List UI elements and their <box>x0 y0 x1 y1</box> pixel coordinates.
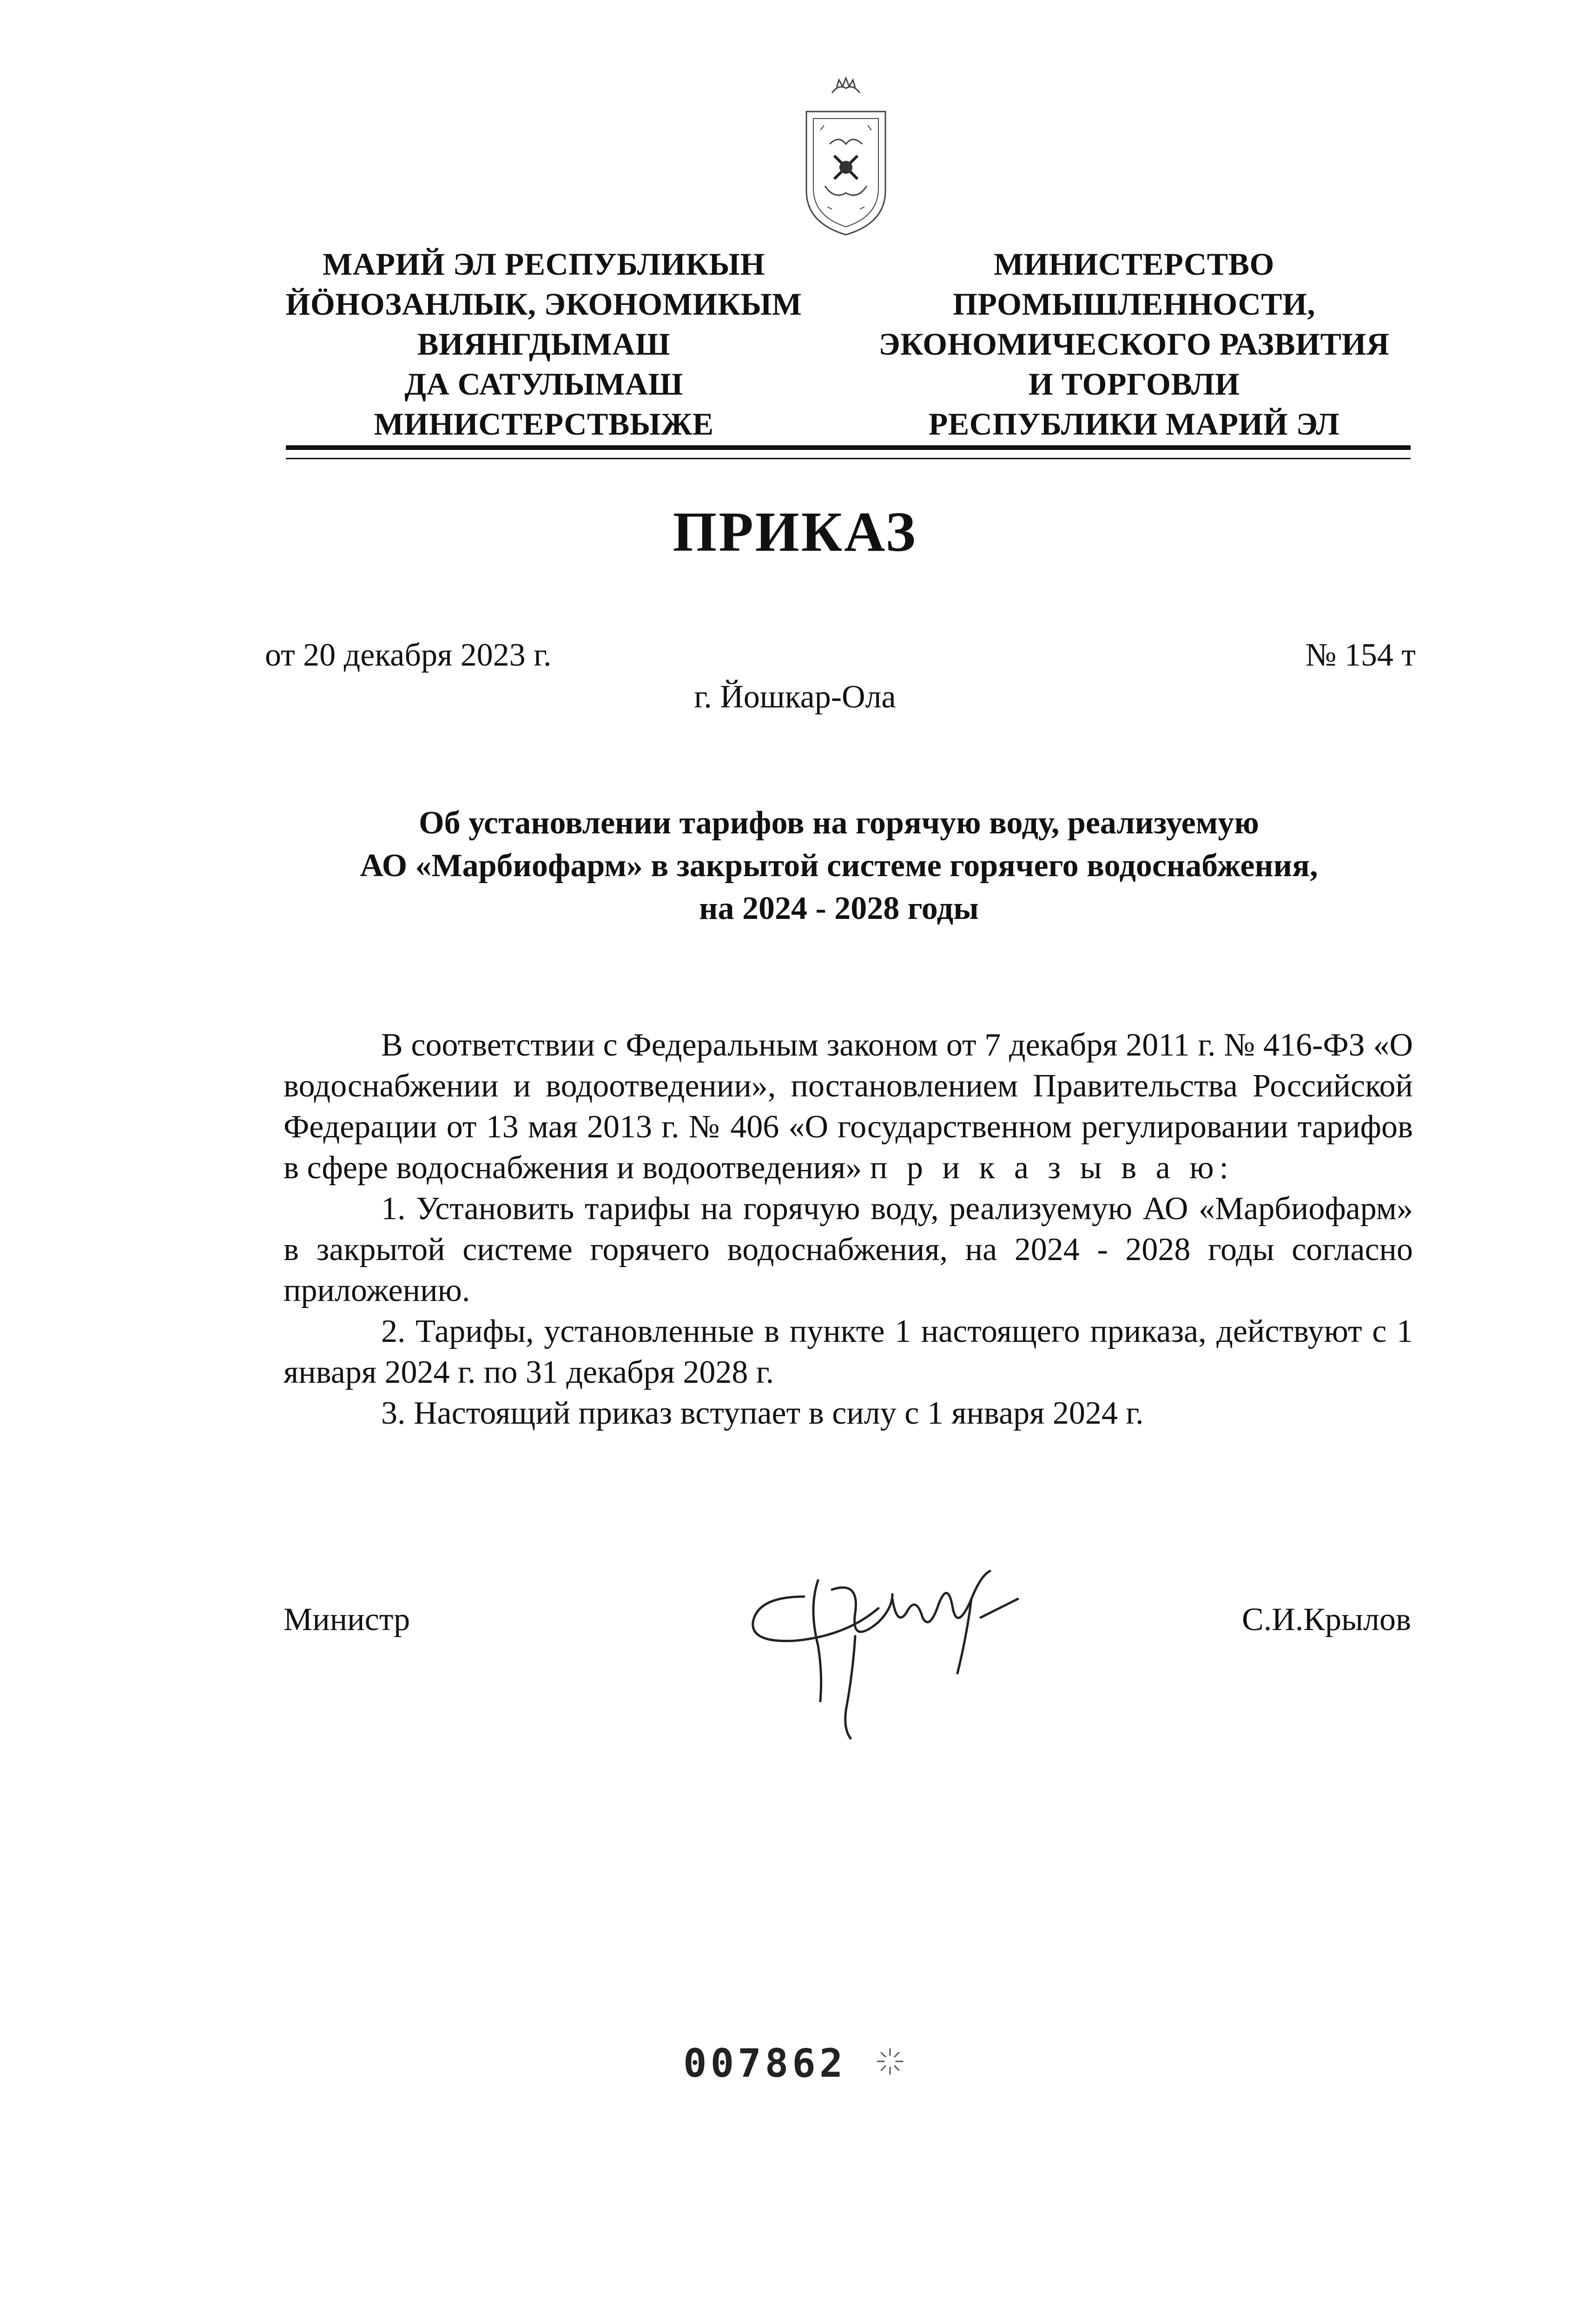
item-2-paragraph: 2. Тарифы, установленные в пункте 1 настоящего приказа, действуют с 1 января 2024 г. по 31 декабря 2028 г. <box>284 1314 1413 1390</box>
header-right-line-4: И ТОРГОВЛИ <box>1028 366 1240 402</box>
header-left-line-3: ВИЯНГДЫМАШ <box>417 326 671 362</box>
signatory-position: Министр <box>284 1602 410 1637</box>
header-right-line-1: МИНИСТЕРСТВО <box>994 246 1274 282</box>
header-divider-thick <box>286 445 1411 450</box>
order-word: п р и к а з ы в а ю: <box>870 1150 1234 1186</box>
header-left-line-4: ДА САТУЛЫМАШ <box>404 366 683 402</box>
preamble-paragraph <box>284 1025 1413 1188</box>
header-divider-thin <box>286 458 1411 459</box>
header-left-block <box>260 244 827 444</box>
signatory-name: С.И.Крылов <box>1242 1602 1411 1637</box>
header-left-line-5: МИНИСТЕРСТВЫЖЕ <box>374 406 714 442</box>
coat-of-arms-emblem-icon <box>788 74 904 242</box>
document-subject <box>260 802 1418 930</box>
document-body <box>284 1025 1413 1434</box>
subject-line-2: АО «Марбиофарм» в закрытой системе горячего водоснабжения, <box>360 848 1318 884</box>
document-title: ПРИКАЗ <box>673 501 917 563</box>
star-stamp-icon <box>874 2045 906 2078</box>
document-number: № 154 т <box>1305 637 1416 673</box>
header-left-line-2: ЙÖНОЗАНЛЫК, ЭКОНОМИКЫМ <box>285 286 802 322</box>
document-date: от 20 декабря 2023 г. <box>265 637 552 673</box>
preamble-text: В соответствии с Федеральным законом от 7 декабря 2011 г. № 416-ФЗ «О водоснабжении и водоотведении», постановлением Правительства Российской Федерации от 13 мая 2013 г. № 406 «О государственном регулировании тарифов в сфере водоснабжения и водоотведения» <box>284 1027 1413 1186</box>
subject-line-1: Об установлении тарифов на горячую воду, реализуемую <box>419 805 1259 841</box>
document-city: г. Йошкар-Ола <box>694 679 896 715</box>
header-right-line-2: ПРОМЫШЛЕННОСТИ, <box>953 286 1315 322</box>
subject-line-3: на 2024 - 2028 годы <box>699 891 979 926</box>
handwritten-signature <box>739 1552 1036 1748</box>
serial-number: 007862 <box>683 2040 847 2086</box>
header-right-line-3: ЭКОНОМИЧЕСКОГО РАЗВИТИЯ <box>878 326 1390 362</box>
header-left-line-1: МАРИЙ ЭЛ РЕСПУБЛИКЫН <box>323 246 765 282</box>
header-right-block <box>851 244 1418 444</box>
item-1-paragraph: 1. Установить тарифы на горячую воду, реализуемую АО «Марбиофарм» в закрытой системе горячего водоснабжения, на 2024 - 2028 годы согласно приложению. <box>284 1191 1413 1308</box>
header-right-line-5: РЕСПУБЛИКИ МАРИЙ ЭЛ <box>928 406 1340 442</box>
item-3-paragraph: 3. Настоящий приказ вступает в силу с 1 января 2024 г. <box>381 1395 1144 1431</box>
